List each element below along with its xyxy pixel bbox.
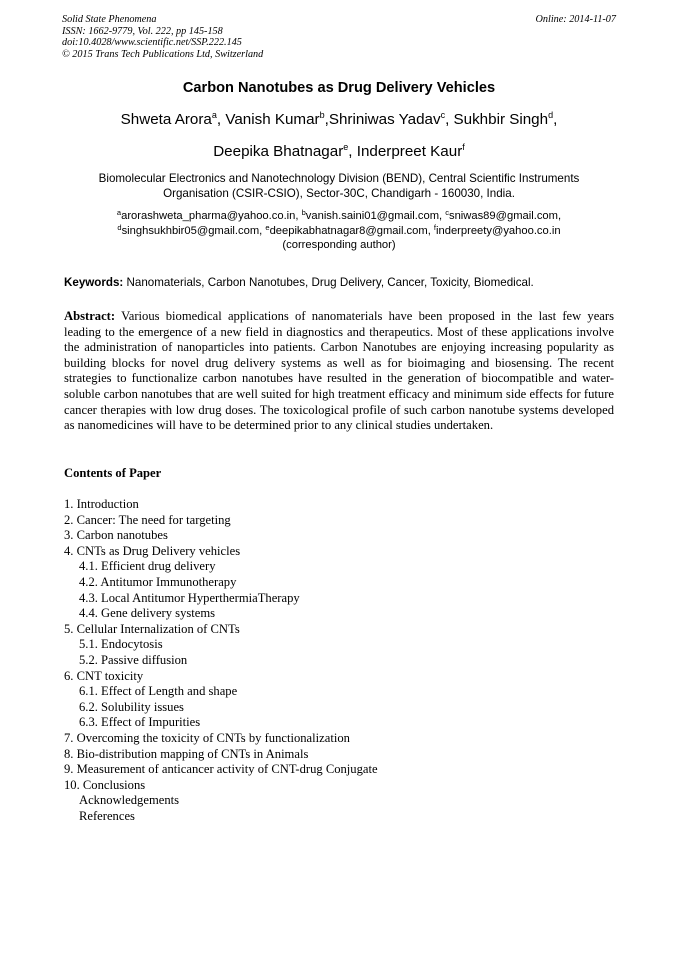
author-separator: , — [445, 111, 454, 128]
author-separator: , — [216, 111, 226, 128]
author-affil-mark: d — [548, 110, 554, 120]
author-affil-mark: a — [211, 110, 217, 120]
email-line — [40, 224, 638, 239]
email-separator: , — [557, 210, 562, 222]
contents-item: References — [79, 808, 135, 823]
author-line-2 — [0, 143, 678, 161]
email-address: vanish.saini01@gmail.com — [305, 210, 440, 222]
contents-item: 4.3. Local Antitumor HyperthermiaTherapy — [79, 590, 300, 605]
author-name: Shriniwas Yadav — [328, 111, 441, 128]
journal-name: Solid State Phenomena — [62, 14, 157, 25]
author-name: Vanish Kumar — [225, 111, 320, 128]
corresponding-note: (corresponding author) — [282, 239, 396, 251]
abstract — [64, 309, 614, 434]
author-name: Inderpreet Kaur — [356, 143, 463, 160]
contents-heading: Contents of Paper — [64, 466, 162, 480]
paper-title: Carbon Nanotubes as Drug Delivery Vehicles — [182, 80, 496, 96]
contents-item: Acknowledgements — [79, 793, 180, 808]
email-separator: , — [259, 224, 266, 237]
affiliation-line: Biomolecular Electronics and Nanotechnology Division (BEND), Central Scientific Instruments — [98, 172, 580, 185]
contents-item: 6.1. Effect of Length and shape — [79, 684, 238, 699]
author-affil-mark: c — [440, 110, 446, 120]
author-separator: , — [553, 111, 558, 128]
contents-item: 6.3. Effect of Impurities — [79, 715, 201, 730]
author-name: Shweta Arora — [120, 111, 212, 128]
author-name: Deepika Bhatnagar — [213, 143, 344, 160]
abstract-text: Various biomedical applications of nanomaterials have been proposed in the last few years leading to the emergence of a new field in diagnostics and therapeutics. Most of these applications involve the administration of nanoparticles into patients. Carbon Nanotubes are enjoying increasing popularity as building blocks for novel drug delivery systems as well as for bioimaging and biosensing. The recent strategies to functionalize carbon nanotubes have resulted in the generation of biocompatible and water-soluble carbon nanotubes that are well suited for high treatment efficacy and minimum side effects for future cancer therapies with low drug doses. The toxicological profile of such carbon nanotube systems developed as nanomedicines will have to be determined prior to any clinical studies undertaken. — [64, 309, 614, 433]
email-address: inderpreety@yahoo.co.in — [436, 224, 561, 237]
contents-item: 10. Conclusions — [64, 777, 146, 792]
email-separator: , — [439, 210, 446, 222]
keywords-label: Keywords: — [64, 276, 124, 289]
issn-line: ISSN: 1662-9779, Vol. 222, pp 145-158 — [62, 25, 223, 37]
email-address: deepikabhatnagar8@gmail.com — [269, 224, 428, 237]
contents-item: 3. Carbon nanotubes — [64, 528, 168, 543]
email-separator: , — [295, 210, 302, 222]
contents-item: 6. CNT toxicity — [64, 668, 144, 683]
author-separator: , — [324, 111, 329, 128]
email-separator: , — [427, 224, 434, 237]
journal-header — [62, 14, 263, 60]
contents-item: 4. CNTs as Drug Delivery vehicles — [64, 543, 241, 558]
affiliation-line: Organisation (CSIR-CSIO), Sector-30C, Chandigarh - 160030, India. — [163, 187, 515, 200]
contents-item: 9. Measurement of anticancer activity of CNT-drug Conjugate — [64, 762, 378, 777]
contents-item: 5.1. Endocytosis — [79, 637, 163, 652]
contents-item: 7. Overcoming the toxicity of CNTs by functionalization — [64, 730, 350, 745]
email-line — [40, 209, 638, 224]
email-mark: d — [117, 222, 122, 232]
email-address: sniwas89@gmail.com — [448, 210, 558, 222]
author-name: Sukhbir Singh — [453, 111, 549, 128]
online-date: Online: 2014-11-07 — [535, 14, 616, 25]
email-address: singhsukhbir05@gmail.com — [121, 224, 260, 237]
author-affil-mark: e — [343, 142, 349, 152]
doi-line: doi:10.4028/www.scientific.net/SSP.222.145 — [62, 37, 242, 49]
contents-item: 4.4. Gene delivery systems — [79, 606, 216, 621]
contents-item: 5.2. Passive diffusion — [79, 652, 188, 667]
email-mark: b — [301, 208, 306, 217]
author-line-1 — [0, 111, 678, 129]
keywords — [64, 275, 624, 290]
email-address: arorashweta_pharma@yahoo.co.in — [121, 210, 296, 222]
contents-item: 2. Cancer: The need for targeting — [64, 512, 231, 527]
contents-item: 4.2. Antitumor Immunotherapy — [79, 574, 237, 589]
author-separator: , — [348, 143, 357, 160]
email-mark: e — [265, 222, 270, 232]
contents-item: 6.2. Solubility issues — [79, 699, 184, 714]
contents-item: 1. Introduction — [64, 497, 139, 511]
email-mark: a — [116, 208, 122, 217]
contents-list — [64, 497, 624, 824]
email-mark: f — [433, 222, 437, 232]
author-affil-mark: f — [462, 142, 465, 152]
copyright-line: © 2015 Trans Tech Publications Ltd, Switzerland — [62, 48, 264, 60]
author-affil-mark: b — [319, 110, 325, 120]
contents-item: 4.1. Efficient drug delivery — [79, 559, 216, 574]
affiliation — [40, 171, 638, 201]
contents-item: 8. Bio-distribution mapping of CNTs in Animals — [64, 746, 309, 761]
keywords-text: Nanomaterials, Carbon Nanotubes, Drug Delivery, Cancer, Toxicity, Biomedical. — [126, 276, 534, 289]
abstract-label: Abstract: — [64, 309, 116, 323]
email-block — [40, 209, 638, 253]
email-mark: c — [445, 208, 449, 217]
contents-item: 5. Cellular Internalization of CNTs — [64, 621, 240, 636]
